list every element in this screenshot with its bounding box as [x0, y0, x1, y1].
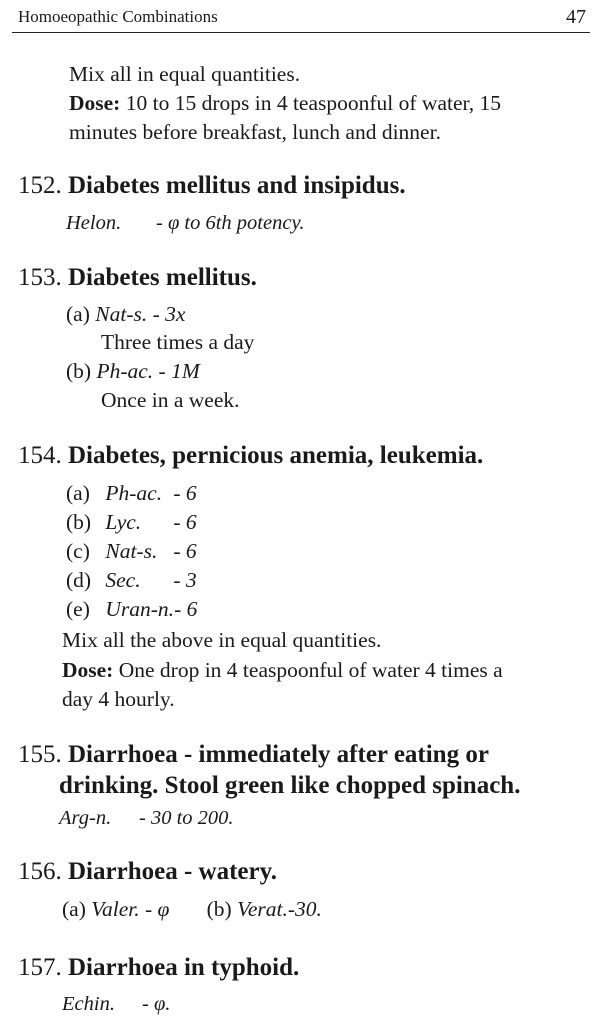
- entry-154-mix: Mix all the above in equal quantities.: [62, 628, 382, 652]
- remedy-potency: - φ to 6th potency.: [156, 212, 305, 234]
- item-remedy: Nat-s.: [105, 539, 158, 563]
- intro-dose-line-2: minutes before breakfast, lunch and dinner.: [69, 120, 441, 144]
- remedy-potency: - φ.: [142, 993, 171, 1015]
- item-remedy: Ph-ac. - 1M: [96, 359, 200, 383]
- item-label: (b): [66, 359, 92, 383]
- entry-154-item: [66, 539, 197, 564]
- item-label: (a): [66, 302, 90, 326]
- entry-number: 157.: [18, 954, 62, 981]
- entry-154-item: [66, 510, 197, 535]
- item-remedy: Nat-s. - 3x: [95, 302, 186, 326]
- dose-label: Dose:: [62, 658, 114, 682]
- item-label: (a): [62, 897, 86, 921]
- intro-mix-line: Mix all in equal quantities.: [69, 62, 301, 86]
- remedy-potency: - 30 to 200.: [139, 807, 234, 829]
- entry-remedy-155: [59, 807, 234, 830]
- dose-label: Dose:: [69, 91, 121, 115]
- dose-text: 10 to 15 drops in 4 teaspoonful of water, 15: [120, 91, 502, 115]
- item-potency: - 6: [173, 510, 197, 534]
- item-remedy: Valer. - φ: [91, 897, 170, 921]
- entry-154-item: [66, 481, 197, 506]
- entry-number: 154.: [18, 442, 62, 469]
- entry-number: 156.: [18, 858, 62, 885]
- remedy-name: Arg-n.: [59, 807, 112, 829]
- item-label: (a): [66, 481, 90, 505]
- entry-156-items: [62, 897, 322, 922]
- item-label: (c): [66, 539, 90, 563]
- item-potency: - 3: [173, 568, 197, 592]
- entry-heading-154: [18, 442, 483, 470]
- item-potency: - 6: [173, 539, 197, 563]
- remedy-name: Echin.: [62, 993, 115, 1015]
- running-title: Homoeopathic Combinations: [18, 7, 218, 26]
- item-remedy: Lyc.: [105, 510, 142, 534]
- entry-title: Diabetes mellitus and insipidus.: [68, 172, 406, 199]
- entry-number: 152.: [18, 172, 62, 199]
- item-remedy: Uran-n.: [105, 597, 175, 621]
- entry-154-item: [66, 597, 197, 622]
- dose-text: One drop in 4 teaspoonful of water 4 times a: [113, 658, 503, 682]
- intro-dose-line: [69, 91, 501, 116]
- entry-title: Diabetes, pernicious anemia, leukemia.: [68, 442, 484, 469]
- entry-153-item-a: [66, 302, 185, 327]
- entry-remedy-152: [66, 212, 305, 235]
- entry-153-item-b-note: Once in a week.: [101, 388, 240, 412]
- item-remedy: Sec.: [105, 568, 141, 592]
- entry-heading-155-line-2: [59, 772, 520, 800]
- entry-153-item-a-note: Three times a day: [101, 330, 255, 354]
- entry-heading-155: [18, 741, 489, 769]
- entry-heading-156: [18, 858, 277, 886]
- entry-remedy-157: [62, 993, 170, 1016]
- item-remedy: Verat.-30.: [237, 897, 322, 921]
- remedy-name: Helon.: [66, 212, 122, 234]
- entry-154-dose: [62, 658, 503, 683]
- entry-154-item: [66, 568, 197, 593]
- entry-title-continued: drinking. Stool green like chopped spinach.: [59, 772, 521, 799]
- item-potency: - 6: [173, 481, 197, 505]
- item-label: (e): [66, 597, 90, 621]
- entry-153-item-b: [66, 359, 200, 384]
- item-label: (b): [66, 510, 92, 534]
- entry-heading-152: [18, 172, 406, 200]
- entry-title: Diarrhoea in typhoid.: [68, 954, 300, 981]
- item-remedy: Ph-ac.: [105, 481, 163, 505]
- item-potency: - 6: [174, 597, 198, 621]
- entry-title: Diabetes mellitus.: [68, 264, 257, 291]
- running-header: [12, 4, 590, 33]
- entry-number: 153.: [18, 264, 62, 291]
- entry-heading-153: [18, 264, 257, 292]
- entry-title: Diarrhoea - watery.: [68, 858, 277, 885]
- page-number: 47: [566, 6, 586, 28]
- entry-heading-157: [18, 954, 299, 982]
- item-label: (d): [66, 568, 92, 592]
- item-label: (b): [206, 897, 232, 921]
- entry-number: 155.: [18, 741, 62, 768]
- entry-154-dose-2: day 4 hourly.: [62, 687, 175, 711]
- entry-title: Diarrhoea - immediately after eating or: [68, 741, 489, 768]
